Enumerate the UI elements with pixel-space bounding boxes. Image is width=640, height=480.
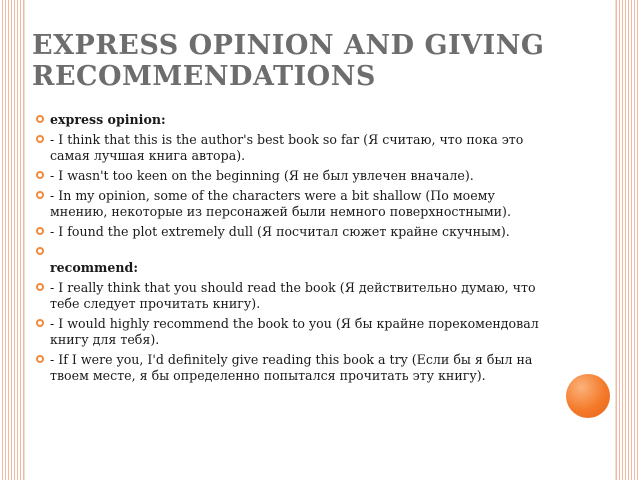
list-item <box>36 316 556 348</box>
item-text: - I found the plot extremely dull (Я посчитал сюжет крайне скучным). <box>50 224 510 239</box>
list-item <box>36 112 556 128</box>
bullet-icon <box>36 319 44 327</box>
bullet-icon <box>36 283 44 291</box>
empty-line <box>50 244 556 260</box>
right-divider <box>615 0 616 480</box>
bullet-icon <box>36 115 44 123</box>
item-text: - In my opinion, some of the characters were a bit shallow (По моему мнению, некоторые из персонажей были немного поверхностными). <box>50 188 511 219</box>
left-border-decoration <box>0 0 24 480</box>
item-text: - I really think that you should read the book (Я действительно думаю, что тебе следует прочитать книгу). <box>50 280 536 311</box>
item-text: - I wasn't too keen on the beginning (Я не был увлечен вначале). <box>50 168 474 183</box>
bullet-icon <box>36 135 44 143</box>
list-item <box>36 224 556 240</box>
bullet-icon <box>36 191 44 199</box>
item-text: - I think that this is the author's best book so far (Я считаю, что пока это самая лучшая книга автора). <box>50 132 524 163</box>
list-item <box>36 352 556 384</box>
section-heading-opinion: express opinion: <box>50 112 166 127</box>
section-heading-recommend: recommend: <box>50 260 138 275</box>
list-item <box>36 244 556 276</box>
list-item <box>36 188 556 220</box>
list-item <box>36 132 556 164</box>
bullet-icon <box>36 247 44 255</box>
orange-circle-decoration <box>566 374 610 418</box>
bullet-icon <box>36 171 44 179</box>
bullet-icon <box>36 355 44 363</box>
slide-title: EXPRESS OPINION AND GIVING RECOMMENDATIONS <box>32 30 545 92</box>
list-item <box>36 280 556 312</box>
left-divider <box>24 0 25 480</box>
bullet-list <box>36 112 556 388</box>
list-item <box>36 168 556 184</box>
item-text: - I would highly recommend the book to you (Я бы крайне порекомендовал книгу для тебя). <box>50 316 539 347</box>
item-text: - If I were you, I'd definitely give reading this book a try (Если бы я был на твоем месте, я бы определенно попытался прочитать эту книгу). <box>50 352 533 383</box>
bullet-icon <box>36 227 44 235</box>
right-border-decoration <box>616 0 640 480</box>
